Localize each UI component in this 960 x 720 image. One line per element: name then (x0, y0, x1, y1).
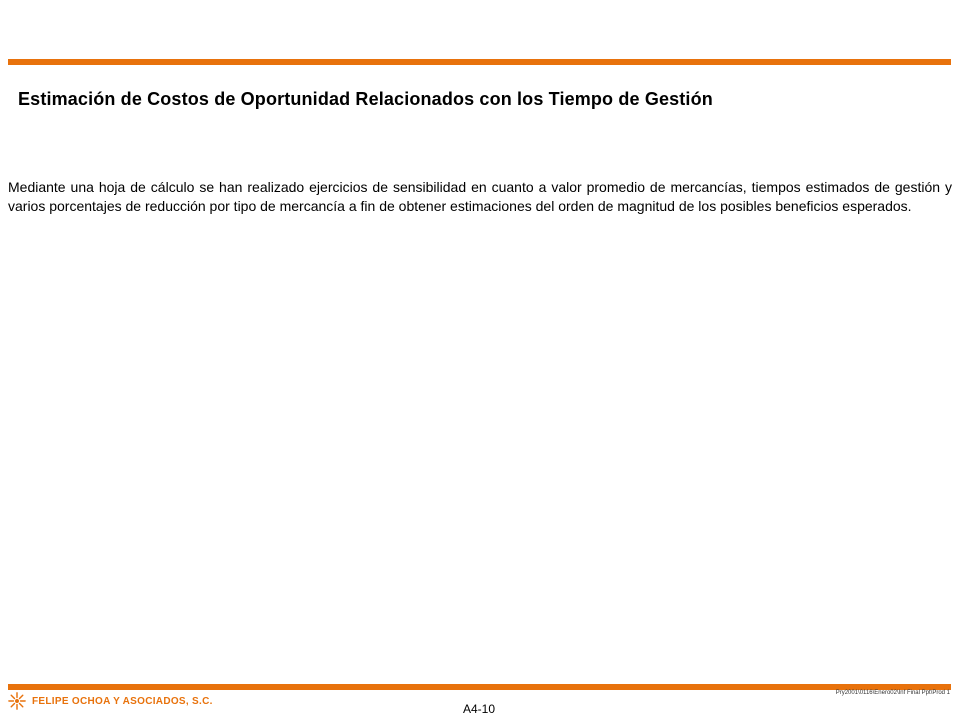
company-logo (8, 692, 213, 710)
bottom-divider-bar (8, 684, 951, 690)
body-paragraph: Mediante una hoja de cálculo se han realizado ejercicios de sensibilidad en cuanto a valor promedio de mercancías, tiempos estimados de gestión y varios porcentajes de reducción por tipo de mercancía a fin de obtener estimaciones del orden de magnitud de los posibles beneficios esperados. (8, 179, 952, 214)
sunburst-logo-icon (8, 692, 26, 710)
slide-title: Estimación de Costos de Oportunidad Relacionados con los Tiempo de Gestión (18, 89, 713, 109)
company-name: FELIPE OCHOA Y ASOCIADOS, S.C. (32, 695, 213, 707)
top-divider-bar (8, 59, 951, 65)
file-path-label: Pry2001\0116\Enero02\Inf Final Ppt\Prod 1 (835, 690, 950, 696)
page-number: A4-10 (463, 702, 496, 716)
